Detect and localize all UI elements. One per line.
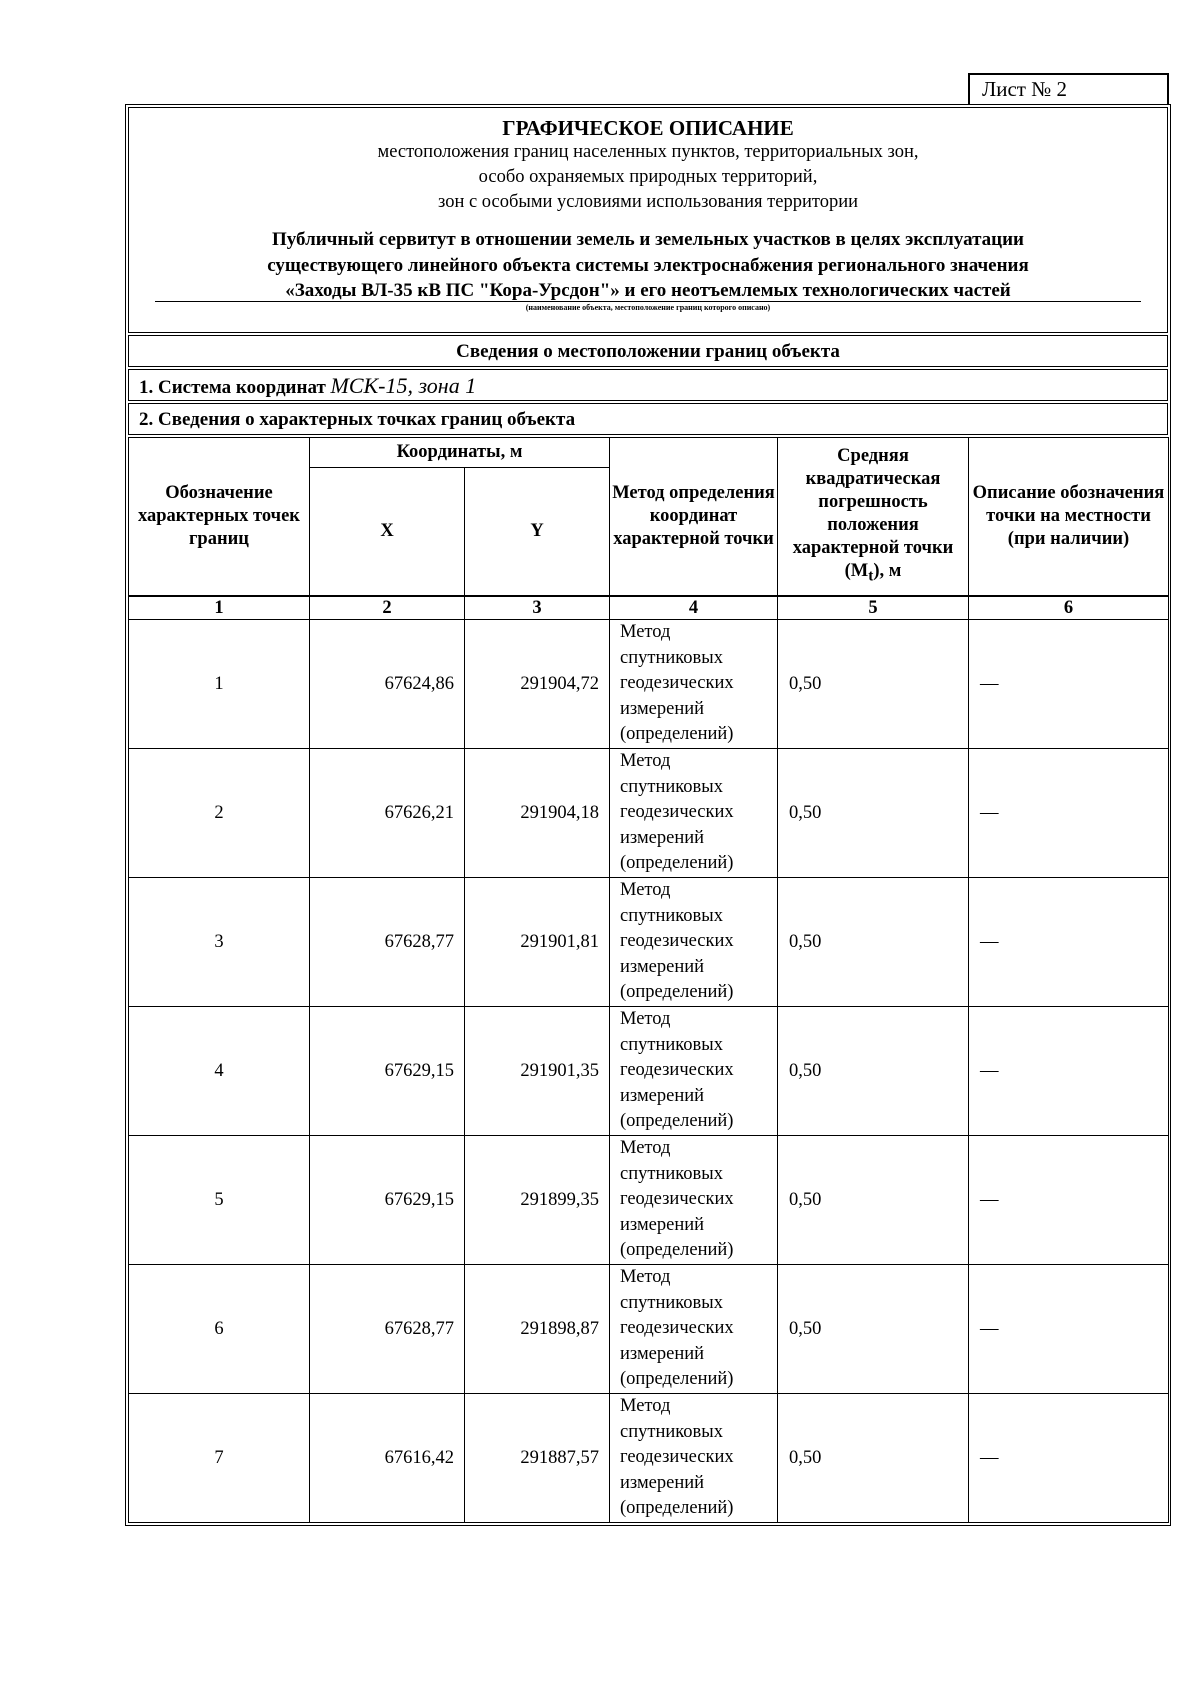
object-caption: (наименование объекта, местоположение границ которого описано) <box>525 303 771 312</box>
column-number-row <box>129 597 1169 620</box>
method-line: Метод <box>620 1267 671 1288</box>
subtitle-line: зон с особыми условиями использования территории <box>438 192 858 212</box>
cell-description: — <box>969 1394 1169 1523</box>
method-line: Метод <box>620 751 671 772</box>
cell-method <box>610 749 778 878</box>
table-row <box>129 1265 1169 1394</box>
header-point: Обозначение характерных точек границ <box>129 438 310 596</box>
cell-point: 5 <box>129 1136 310 1265</box>
object-name <box>129 227 1167 304</box>
cell-y: 291904,72 <box>465 620 610 749</box>
sheet-number: Лист № 2 <box>968 73 1169 104</box>
method-line: спутниковых <box>620 1421 723 1442</box>
cell-method <box>610 878 778 1007</box>
cell-point: 7 <box>129 1394 310 1523</box>
cell-description: — <box>969 620 1169 749</box>
cell-x: 67629,15 <box>310 1007 465 1136</box>
column-number: 1 <box>129 597 310 620</box>
cell-point: 4 <box>129 1007 310 1136</box>
points-section-heading: 2. Сведения о характерных точках границ объекта <box>128 403 1168 435</box>
points-table <box>128 437 1169 1523</box>
cell-error: 0,50 <box>778 1007 969 1136</box>
cell-description: — <box>969 1136 1169 1265</box>
header-method: Метод определения координат характерной точки <box>610 438 778 596</box>
cell-description: — <box>969 878 1169 1007</box>
header-error-subscript: t <box>868 567 874 585</box>
cell-method <box>610 1394 778 1523</box>
method-line: измерений <box>620 1472 705 1493</box>
cell-y: 291899,35 <box>465 1136 610 1265</box>
column-number: 5 <box>778 597 969 620</box>
cell-error: 0,50 <box>778 878 969 1007</box>
table-row <box>129 1007 1169 1136</box>
table-row <box>129 1394 1169 1523</box>
cell-description: — <box>969 1007 1169 1136</box>
column-number: 3 <box>465 597 610 620</box>
method-line: Метод <box>620 1396 671 1417</box>
column-number: 2 <box>310 597 465 620</box>
method-line: спутниковых <box>620 1163 723 1184</box>
cell-y: 291904,18 <box>465 749 610 878</box>
cell-x: 67616,42 <box>310 1394 465 1523</box>
column-number: 4 <box>610 597 778 620</box>
document-frame <box>125 104 1171 1526</box>
table-row <box>129 1136 1169 1265</box>
cell-error: 0,50 <box>778 1136 969 1265</box>
header-y: Y <box>465 468 610 596</box>
method-line: измерений <box>620 1214 705 1235</box>
method-line: Метод <box>620 622 671 643</box>
method-line: геодезических <box>620 673 734 694</box>
table-row <box>129 878 1169 1007</box>
coordinate-system-label: 1. Система координат <box>139 377 326 398</box>
cell-x: 67626,21 <box>310 749 465 878</box>
cell-description: — <box>969 1265 1169 1394</box>
header-error-unit: ), м <box>873 561 902 582</box>
cell-error: 0,50 <box>778 749 969 878</box>
cell-x: 67624,86 <box>310 620 465 749</box>
method-line: геодезических <box>620 931 734 952</box>
document-header <box>128 107 1168 333</box>
object-name-line: «Заходы ВЛ-35 кВ ПС "Кора-Урсдон"» и его неотъемлемых технологических частей <box>285 280 1011 301</box>
coordinate-system-row <box>128 369 1168 401</box>
table-row <box>129 749 1169 878</box>
method-line: измерений <box>620 1085 705 1106</box>
object-name-underline <box>155 301 1141 302</box>
method-line: Метод <box>620 1138 671 1159</box>
table-body <box>129 620 1169 1523</box>
location-section-heading: Сведения о местоположении границ объекта <box>128 335 1168 367</box>
cell-x: 67629,15 <box>310 1136 465 1265</box>
method-line: (определений) <box>620 982 734 1003</box>
method-line: (определений) <box>620 853 734 874</box>
table-header-row <box>129 438 1169 468</box>
cell-y: 291898,87 <box>465 1265 610 1394</box>
object-name-line: существующего линейного объекта системы электроснабжения регионального значения <box>267 254 1029 276</box>
method-line: измерений <box>620 1343 705 1364</box>
cell-point: 3 <box>129 878 310 1007</box>
method-line: (определений) <box>620 1369 734 1390</box>
header-error <box>778 438 969 596</box>
method-line: спутниковых <box>620 1034 723 1055</box>
method-line: измерений <box>620 698 705 719</box>
method-line: геодезических <box>620 1447 734 1468</box>
cell-point: 6 <box>129 1265 310 1394</box>
object-name-line: Публичный сервитут в отношении земель и земельных участков в целях эксплуатации <box>272 229 1024 250</box>
cell-x: 67628,77 <box>310 1265 465 1394</box>
method-line: (определений) <box>620 1111 734 1132</box>
cell-method <box>610 620 778 749</box>
method-line: геодезических <box>620 1189 734 1210</box>
method-line: геодезических <box>620 802 734 823</box>
method-line: спутниковых <box>620 1292 723 1313</box>
method-line: геодезических <box>620 1060 734 1081</box>
document-title: ГРАФИЧЕСКОЕ ОПИСАНИЕ <box>502 116 794 140</box>
method-line: (определений) <box>620 1498 734 1519</box>
cell-error: 0,50 <box>778 1394 969 1523</box>
method-line: спутниковых <box>620 776 723 797</box>
header-x: X <box>310 468 465 596</box>
method-line: (определений) <box>620 1240 734 1261</box>
header-error-text: Средняя квадратическая погрешность положения характерной точки (M <box>792 446 954 582</box>
method-line: Метод <box>620 1009 671 1030</box>
subtitle-line: особо охраняемых природных территорий, <box>478 167 818 187</box>
method-line: геодезических <box>620 1318 734 1339</box>
cell-method <box>610 1265 778 1394</box>
cell-error: 0,50 <box>778 1265 969 1394</box>
cell-y: 291887,57 <box>465 1394 610 1523</box>
header-description: Описание обозначения точки на местности (при наличии) <box>969 438 1169 596</box>
method-line: Метод <box>620 880 671 901</box>
cell-point: 1 <box>129 620 310 749</box>
column-number: 6 <box>969 597 1169 620</box>
header-coordinates: Координаты, м <box>310 438 610 468</box>
cell-description: — <box>969 749 1169 878</box>
method-line: измерений <box>620 956 705 977</box>
method-line: измерений <box>620 827 705 848</box>
table-row <box>129 620 1169 749</box>
cell-point: 2 <box>129 749 310 878</box>
cell-y: 291901,81 <box>465 878 610 1007</box>
cell-method <box>610 1007 778 1136</box>
method-line: спутниковых <box>620 905 723 926</box>
coordinate-system-value: МСК-15, зона 1 <box>330 373 477 398</box>
cell-x: 67628,77 <box>310 878 465 1007</box>
subtitle-line: местоположения границ населенных пунктов, территориальных зон, <box>377 142 919 162</box>
cell-method <box>610 1136 778 1265</box>
method-line: спутниковых <box>620 647 723 668</box>
cell-error: 0,50 <box>778 620 969 749</box>
method-line: (определений) <box>620 724 734 745</box>
cell-y: 291901,35 <box>465 1007 610 1136</box>
